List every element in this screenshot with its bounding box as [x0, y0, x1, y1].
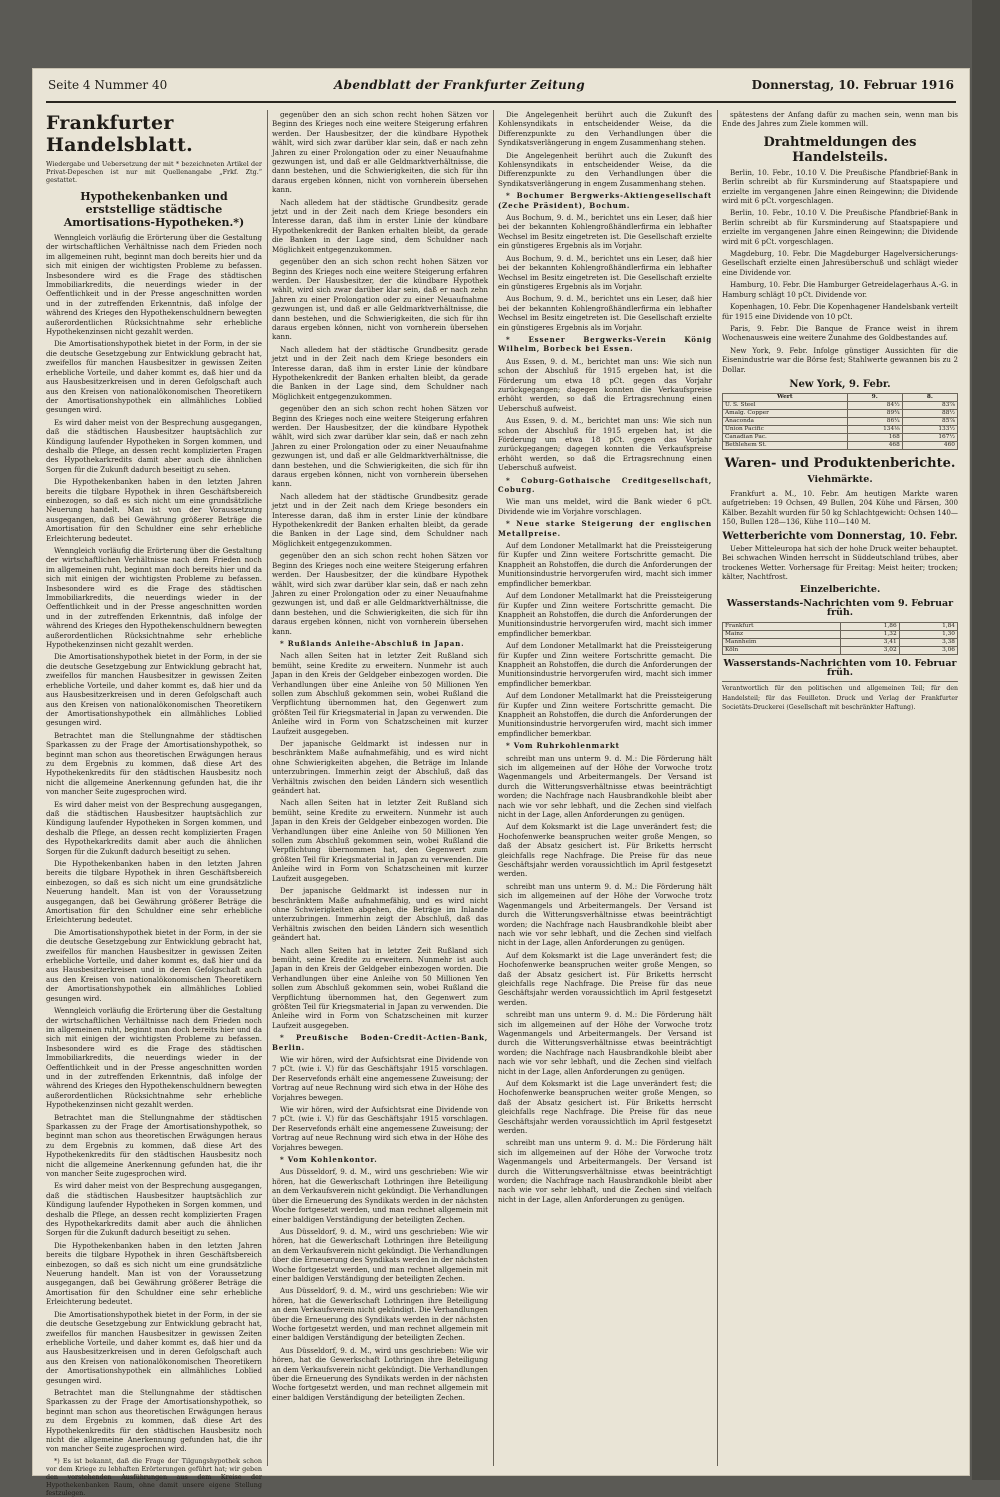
paragraph: Es wird daher meist von der Besprechung ausgegangen, daß die städtischen Hausbesitzer hauptsächlich zur Kündigung laufender Hypotheken in Sorgen kommen, und deshalb die Pflege, an dessen recht komplizierten Fragen des Hypothekarkredits damit aber auch die ähnlichen Sorgen für die Zukunft dadurch beseitigt zu sehen. — [46, 799, 262, 856]
paragraph: Aus Bochum, 9. d. M., berichtet uns ein Leser, daß hier bei der bekannten Kohlengroßhändlerfirma ein lebhafter Wechsel im Besitz eingetreten ist. Die Gesellschaft erzielte ein günstigeres Ergebnis als im Vorjahr. — [498, 294, 712, 332]
column-1 — [46, 110, 262, 1497]
table-cell: 1,30 — [899, 630, 957, 638]
paragraph: Auf dem Londoner Metallmarkt hat die Preissteigerung für Kupfer und Zinn weitere Fortschritte gemacht. Die Knappheit an Rohstoffen, die durch die Anforderungen der Munitionsindustrie hervorgerufen wird, macht sich immer empfindlicher bemerkbar. — [498, 591, 712, 638]
paragraph: gegenüber den an sich schon recht hohen Sätzen vor Beginn des Krieges noch eine weitere Steigerung erfahren werden. Der Hausbesitzer, der die kündbare Hypothek wählt, wird sich zwar darüber klar sein, daß er nach zehn Jahren zu einer Prolongation oder zu einer Neuaufnahme gezwungen ist, und daß er alle Geldmarktverhältnisse, die dann bestehen, und die Schwierigkeiten, die sich für ihn daraus ergeben können, nicht von vornherein übersehen kann. — [272, 257, 488, 342]
stock-table-title: New York, 9. Febr. — [789, 378, 891, 390]
table-cell: Köln — [723, 646, 841, 654]
item-title-ruhrkohlenmarkt: * Vom Ruhrkohlenmarkt — [506, 741, 620, 751]
table-cell: 168 — [847, 434, 902, 442]
table-row — [723, 442, 958, 450]
dispatch-berlin: Berlin, 10. Febr., 10.10 V. Die Preußische Pfandbrief-Bank in Berlin schreibt ab für Kursminderung auf Staatspapiere und erzielte im vergangenen Jahre einen Reingewinn; die Dividende wird mit 6 pCt. vorgeschlagen. — [722, 167, 958, 206]
masthead-rule — [46, 101, 956, 103]
table-cell: 468 — [847, 442, 902, 450]
paragraph: gegenüber den an sich schon recht hohen Sätzen vor Beginn des Krieges noch eine weitere Steigerung erfahren werden. Der Hausbesitzer, der die kündbare Hypothek wählt, wird sich zwar darüber klar sein, daß er nach zehn Jahren zu einer Prolongation oder zu einer Neuaufnahme gezwungen ist, und daß er alle Geldmarktverhältnisse, die dann bestehen, und die Schwierigkeiten, die sich für ihn daraus ergeben können, nicht von vornherein übersehen kann. — [272, 551, 488, 636]
table-cell: Union Pacific — [723, 426, 848, 434]
table-cell: 1,86 — [841, 622, 899, 630]
masthead — [32, 68, 970, 102]
water-level-table — [722, 622, 958, 655]
table-cell: 133½ — [902, 426, 957, 434]
item-title-essener-bergwerks: * Essener Bergwerks-Verein König Wilhelm, Borbeck bei Essen. — [498, 334, 712, 354]
stock-table — [722, 393, 958, 450]
section-title-handelsblatt: Frankfurter Handelsblatt. — [46, 112, 193, 156]
paragraph: Auf dem Koksmarkt ist die Lage unverändert fest; die Hochofenwerke beanspruchen weiter große Mengen, so daß der Absatz gesichert ist. Für Briketts herrscht gleichfalls rege Nachfrage. Die Preise für das neue Geschäftsjahr werden voraussichtlich im April festgesetzt werden. — [498, 950, 712, 1007]
paragraph: Die Amortisationshypothek bietet in der Form, in der sie die deutsche Gesetzgebung zur Entwicklung gebracht hat, zweifellos für manchen Hausbesitzer in gewissen Zeiten erhebliche Vorteile, und daher kommt es, daß hier und da aus Hausbesitzerkreisen und in deren Gefolgschaft auch aus den Kreisen von nationalökonomischen Theoretikern der Amortisationshypothek ein allmähliches Loblied gesungen wird. — [46, 652, 262, 728]
table-row — [723, 410, 958, 418]
paragraph: Wie man uns meldet, wird die Bank wieder 6 pCt. Dividende wie im Vorjahre vorschlagen. — [498, 497, 712, 516]
table-cell: 83⅞ — [902, 402, 957, 410]
item-title-russland-japan: * Rußlands Anleihe-Abschluß in Japan. — [280, 638, 465, 648]
table-cell: Mainz — [723, 630, 841, 638]
paragraph: Wie wir hören, wird der Aufsichtsrat eine Dividende von 7 pCt. (wie i. V.) für das Geschäftsjahr 1915 vorschlagen. Der Reservefonds erhält eine angemessene Zuweisung; der Vortrag auf neue Rechnung wird sich etwa in der Höhe des Vorjahres bewegen. — [272, 1055, 488, 1102]
item-title-metallpreise: * Neue starke Steigerung der englischen Metallpreise. — [498, 519, 712, 538]
table-cell: 86¼ — [847, 418, 902, 426]
paragraph: Betrachtet man die Stellungnahme der städtischen Sparkassen zu der Frage der Amortisationshypothek, so beginnt man schon aus theoretischen Erwägungen heraus zu dem Ergebnis zu kommen, daß diese Art des Hypothekenkredits für den städtischen Hausbesitz noch nicht die allgemeine Anerkennung gefunden hat, die ihr von mancher Seite zugesprochen wird. — [46, 1112, 262, 1178]
dispatch-newyork: New York, 9. Febr. Infolge günstiger Aussichten für die Eisenindustrie war die Börse fest; Stahlwerte gewannen bis zu 2 Dollar. — [722, 345, 958, 374]
table-row — [723, 622, 958, 630]
dispatch-kopenhagen: Kopenhagen, 10. Febr. Die Kopenhagener Handelsbank verteilt für 1915 eine Dividende von 10 pCt. — [722, 302, 958, 321]
table-cell: Amalg. Copper — [723, 410, 848, 418]
paragraph: Wie wir hören, wird der Aufsichtsrat eine Dividende von 7 pCt. (wie i. V.) für das Geschäftsjahr 1915 vorschlagen. Der Reservefonds erhält eine angemessene Zuweisung; der Vortrag auf neue Rechnung wird sich etwa in der Höhe des Vorjahres bewegen. — [272, 1105, 488, 1152]
paragraph: Nach alledem hat der städtische Grundbesitz gerade jetzt und in der Zeit nach dem Kriege besonders ein Interesse daran, daß ihm in erster Linie der kündbare Hypothekenkredit der Banken erhalten bleibt, da gerade die Banken in der Lage sind, dem Schuldner nach Möglichkeit entgegenzukommen. — [272, 344, 488, 401]
scan-margin-top — [0, 0, 1000, 68]
table-cell: 3,06 — [899, 646, 957, 654]
paragraph: spätestens der Anfang dafür zu machen sein, wenn man bis Ende des Jahres zum Ziele kommen will. — [722, 110, 958, 129]
item-title-preussische-boden-credit: * Preußische Boden-Credit-Actien-Bank, Berlin. — [272, 1033, 488, 1052]
paragraph: Auf dem Koksmarkt ist die Lage unverändert fest; die Hochofenwerke beanspruchen weiter große Mengen, so daß der Absatz gesichert ist. Für Briketts herrscht gleichfalls rege Nachfrage. Die Preise für das neue Geschäftsjahr werden voraussichtlich im April festgesetzt werden. — [498, 822, 712, 879]
table-cell: 89¾ — [847, 410, 902, 418]
paragraph: schreibt man uns unterm 9. d. M.: Die Förderung hält sich im allgemeinen auf der Höhe der Vorwoche trotz Wagenmangels und Arbeitermangels. Der Versand ist durch die Witterungsverhältnisse etwas beeinträchtigt worden; die Nachfrage nach Hausbrandkohle bleibt aber nach wie vor sehr lebhaft, und die Zechen sind vielfach nicht in der Lage, allen Anforderungen zu genügen. — [498, 881, 712, 948]
dispatch-hamburg: Hamburg, 10. Febr. Die Hamburger Getreidelagerhaus A.-G. in Hamburg schlägt 10 pCt. Dividende vor. — [722, 280, 958, 299]
table-header: 8. — [902, 394, 957, 402]
paragraph: Auf dem Koksmarkt ist die Lage unverändert fest; die Hochofenwerke beanspruchen weiter große Mengen, so daß der Absatz gesichert ist. Für Briketts herrscht gleichfalls rege Nachfrage. Die Preise für das neue Geschäftsjahr werden voraussichtlich im April festgesetzt werden. — [498, 1079, 712, 1136]
paragraph: Die Hypothekenbanken haben in den letzten Jahren bereits die tilgbare Hypothek in ihren Geschäftsbereich einbezogen, so daß es sich nicht um eine grundsätzliche Neuerung handelt. Man ist von der Voraussetzung ausgegangen, daß bei Gewährung größerer Beträge die Amortisation für den Schuldner eine sehr erhebliche Erleichterung bedeutet. — [46, 477, 262, 543]
table-cell: 1,84 — [899, 622, 957, 630]
table-cell: 85⅞ — [902, 418, 957, 426]
imprint: Verantwortlich für den politischen und allgemeinen Teil; für den Handelsteil; für das Feuilleton. Druck und Verlag der Frankfurter Societäts-Druckerei (Gesellschaft mit beschränkter Haftung). — [722, 681, 958, 712]
table-cell: Bethlehem St. — [723, 442, 848, 450]
paragraph: Wenngleich vorläufig die Erörterung über die Gestaltung der wirtschaftlichen Verhältnisse nach dem Frieden noch im allgemeinen ruht, beginnt man doch bereits hier und da sich mit einigen der wichtigsten Probleme zu befassen. Insbesondere wird es die Frage des städtischen Immobiliarkredits, die neuerdings wieder in der Oeffentlichkeit und in der Presse angeschnitten worden und in der zutreffenden Erkenntnis, daß infolge der während des Krieges den Hypothekenschuldnern bewegten außerordentlichen Rücksichtnahme sehr erhebliche Hypothekenzinsen nicht gezahlt werden. — [46, 233, 262, 337]
article-title: Hypothekenbanken und erststellige städtische Amortisations-Hypotheken.*) — [63, 190, 245, 229]
table-header: 9. — [847, 394, 902, 402]
table-row — [723, 638, 958, 646]
paragraph: Die Amortisationshypothek bietet in der Form, in der sie die deutsche Gesetzgebung zur Entwicklung gebracht hat, zweifellos für manchen Hausbesitzer in gewissen Zeiten erhebliche Vorteile, und daher kommt es, daß hier und da aus Hausbesitzerkreisen und in deren Gefolgschaft auch aus den Kreisen von nationalökonomischen Theoretikern der Amortisationshypothek ein allmähliches Loblied gesungen wird. — [46, 339, 262, 415]
dispatch-magdeburg: Magdeburg, 10. Febr. Die Magdeburger Hagelversicherungs-Gesellschaft erzielte einen Jahresüberschuß und schlägt wieder eine Dividende vor. — [722, 249, 958, 277]
paragraph: Nach allen Seiten hat in letzter Zeit Rußland sich bemüht, seine Kredite zu erweitern. Nunmehr ist auch Japan in den Kreis der Geldgeber einbezogen worden. Die Verhandlungen über eine Anleihe von 50 Millionen Yen sollen zum Abschluß gekommen sein, wobei Rußland die Verpflichtung übernommen hat, den Gegenwert zum größten Teil für Kriegsmaterial in Japan zu verwenden. Die Anleihe wird in Form von Schatzscheinen mit kurzer Laufzeit ausgegeben. — [272, 651, 488, 736]
item-title-kohlenkontor: * Vom Kohlenkontor. — [280, 1155, 378, 1165]
newspaper-title: Abendblatt der Frankfurter Zeitung — [334, 78, 585, 92]
paragraph: Auf dem Londoner Metallmarkt hat die Preissteigerung für Kupfer und Zinn weitere Fortschritte gemacht. Die Knappheit an Rohstoffen, die durch die Anforderungen der Munitionsindustrie hervorgerufen wird, macht sich immer empfindlicher bemerkbar. — [498, 641, 712, 688]
column-rule — [493, 110, 494, 1466]
column-4 — [722, 110, 958, 1466]
paragraph: Aus Düsseldorf, 9. d. M., wird uns geschrieben: Wie wir hören, hat die Gewerkschaft Lothringen ihre Beteiligung an dem Verkaufsverein nicht gekündigt. Die Verhandlungen über die Erneuerung des Syndikats werden in der nächsten Woche fortgesetzt werden, und man rechnet allgemein mit einer baldigen Verständigung der beteiligten Zechen. — [272, 1167, 488, 1224]
water-level-title-2: Wasserstands-Nachrichten vom 10. Februar früh. — [723, 657, 957, 679]
weather-title: Wetterberichte vom Donnerstag, 10. Febr. — [722, 531, 958, 543]
paragraph: gegenüber den an sich schon recht hohen Sätzen vor Beginn des Krieges noch eine weitere Steigerung erfahren werden. Der Hausbesitzer, der die kündbare Hypothek wählt, wird sich zwar darüber klar sein, daß er nach zehn Jahren zu einer Prolongation oder zu einer Neuaufnahme gezwungen ist, und daß er alle Geldmarktverhältnisse, die dann bestehen, und die Schwierigkeiten, die sich für ihn daraus ergeben können, nicht von vornherein übersehen kann. — [272, 404, 488, 489]
table-cell: 167½ — [902, 434, 957, 442]
table-cell: 3,38 — [899, 638, 957, 646]
column-3 — [498, 110, 712, 1466]
paragraph: Wenngleich vorläufig die Erörterung über die Gestaltung der wirtschaftlichen Verhältnisse nach dem Frieden noch im allgemeinen ruht, beginnt man doch bereits hier und da sich mit einigen der wichtigsten Probleme zu befassen. Insbesondere wird es die Frage des städtischen Immobiliarkredits, die neuerdings wieder in der Oeffentlichkeit und in der Presse angeschnitten worden und in der zutreffenden Erkenntnis, daß infolge der während des Krieges den Hypothekenschuldnern bewegten außerordentlichen Rücksichtnahme sehr erhebliche Hypothekenzinsen nicht gezahlt werden. — [46, 546, 262, 650]
table-row — [723, 434, 958, 442]
table-cell: Canadian Pac. — [723, 434, 848, 442]
table-cell: 460 — [902, 442, 957, 450]
paragraph: Der japanische Geldmarkt ist indessen nur in beschränktem Maße aufnahmefähig, und es wird nicht ohne Schwierigkeiten abgehen, die Beträge im Inlande unterzubringen. Immerhin zeigt der Abschluß, daß das Verhältnis zwischen den beiden Ländern sich wesentlich geändert hat. — [272, 886, 488, 943]
paragraph: Die Angelegenheit berührt auch die Zukunft des Kohlensyndikats in entscheidender Weise, da die Differenzpunkte zu den Verhandlungen über die Syndikatsverlängerung in engem Zusammenhang stehen. — [498, 110, 712, 148]
paragraph: Aus Essen, 9. d. M., berichtet man uns: Wie sich nun schon der Abschluß für 1915 ergeben hat, ist die Förderung um etwa 18 pCt. gegen das Vorjahr zurückgegangen; dagegen konnten die Verkaufspreise erhöht werden, so daß die Ertragsrechnung einen Ueberschuß aufweist. — [498, 356, 712, 413]
copyright-note: Wiedergabe und Uebersetzung der mit * bezeichneten Artikel der Privat-Depeschen ist nur mit Quellenangabe „Frkf. Ztg.“ gestattet. — [46, 160, 262, 184]
table-cell: U. S. Steel — [723, 402, 848, 410]
paragraph: Nach alledem hat der städtische Grundbesitz gerade jetzt und in der Zeit nach dem Kriege besonders ein Interesse daran, daß ihm in erster Linie der kündbare Hypothekenkredit der Banken erhalten bleibt, da gerade die Banken in der Lage sind, dem Schuldner nach Möglichkeit entgegenzukommen. — [272, 197, 488, 254]
table-cell: 84½ — [847, 402, 902, 410]
page-label: Seite 4 Nummer 40 — [48, 78, 168, 92]
paragraph: Es wird daher meist von der Besprechung ausgegangen, daß die städtischen Hausbesitzer hauptsächlich zur Kündigung laufender Hypotheken in Sorgen kommen, und deshalb die Pflege, an dessen recht komplizierten Fragen des Hypothekarkredits damit aber auch die ähnlichen Sorgen für die Zukunft dadurch beseitigt zu sehen. — [46, 1181, 262, 1238]
paragraph: Aus Düsseldorf, 9. d. M., wird uns geschrieben: Wie wir hören, hat die Gewerkschaft Lothringen ihre Beteiligung an dem Verkaufsverein nicht gekündigt. Die Verhandlungen über die Erneuerung des Syndikats werden in der nächsten Woche fortgesetzt werden, und man rechnet allgemein mit einer baldigen Verständigung der beteiligten Zechen. — [272, 1345, 488, 1402]
column-rule — [267, 110, 268, 1466]
table-header: Wert — [723, 394, 848, 402]
paragraph: Die Hypothekenbanken haben in den letzten Jahren bereits die tilgbare Hypothek in ihren Geschäftsbereich einbezogen, so daß es sich nicht um eine grundsätzliche Neuerung handelt. Man ist von der Voraussetzung ausgegangen, daß bei Gewährung größerer Beträge die Amortisation für den Schuldner eine sehr erhebliche Erleichterung bedeutet. — [46, 1240, 262, 1307]
table-cell: Mannheim — [723, 638, 841, 646]
paragraph: Nach allen Seiten hat in letzter Zeit Rußland sich bemüht, seine Kredite zu erweitern. Nunmehr ist auch Japan in den Kreis der Geldgeber einbezogen worden. Die Verhandlungen über eine Anleihe von 50 Millionen Yen sollen zum Abschluß gekommen sein, wobei Rußland die Verpflichtung übernommen hat, den Gegenwert zum größten Teil für Kriegsmaterial in Japan zu verwenden. Die Anleihe wird in Form von Schatzscheinen mit kurzer Laufzeit ausgegeben. — [272, 798, 488, 883]
paragraph: Aus Bochum, 9. d. M., berichtet uns ein Leser, daß hier bei der bekannten Kohlengroßhändlerfirma ein lebhafter Wechsel im Besitz eingetreten ist. Die Gesellschaft erzielte ein günstigeres Ergebnis als im Vorjahr. — [498, 253, 712, 291]
paragraph: Es wird daher meist von der Besprechung ausgegangen, daß die städtischen Hausbesitzer hauptsächlich zur Kündigung laufender Hypotheken in Sorgen kommen, und deshalb die Pflege, an dessen recht komplizierten Fragen des Hypothekarkredits damit aber auch die ähnlichen Sorgen für die Zukunft dadurch beseitigt zu sehen. — [46, 417, 262, 474]
paragraph: Betrachtet man die Stellungnahme der städtischen Sparkassen zu der Frage der Amortisationshypothek, so beginnt man schon aus theoretischen Erwägungen heraus zu dem Ergebnis zu kommen, daß diese Art des Hypothekenkredits für den städtischen Hausbesitz noch nicht die allgemeine Anerkennung gefunden hat, die ihr von mancher Seite zugesprochen wird. — [46, 730, 262, 797]
column-2 — [272, 110, 488, 1466]
table-cell: 3,41 — [841, 638, 899, 646]
paragraph: Auf dem Londoner Metallmarkt hat die Preissteigerung für Kupfer und Zinn weitere Fortschritte gemacht. Die Knappheit an Rohstoffen, die durch die Anforderungen der Munitionsindustrie hervorgerufen wird, macht sich immer empfindlicher bemerkbar. — [498, 691, 712, 738]
paragraph: Ueber Mitteleuropa hat sich der hohe Druck weiter behauptet. Bei schwachen Winden herrscht in Süddeutschland trübes, aber trockenes Wetter. Vorhersage für Freitag: Meist heiter; trocken; kälter, Nachtfrost. — [722, 543, 958, 581]
paragraph: Aus Bochum, 9. d. M., berichtet uns ein Leser, daß hier bei der bekannten Kohlengroßhändlerfirma ein lebhafter Wechsel im Besitz eingetreten ist. Die Gesellschaft erzielte ein günstigeres Ergebnis als im Vorjahr. — [498, 213, 712, 251]
column-rule — [717, 110, 718, 1466]
table-row — [723, 418, 958, 426]
scan-margin-right — [972, 0, 1000, 1480]
paragraph: Nach alledem hat der städtische Grundbesitz gerade jetzt und in der Zeit nach dem Kriege besonders ein Interesse daran, daß ihm in erster Linie der kündbare Hypothekenkredit der Banken erhalten bleibt, da gerade die Banken in der Lage sind, dem Schuldner nach Möglichkeit entgegenzukommen. — [272, 491, 488, 548]
table-cell: 88½ — [902, 410, 957, 418]
table-row — [723, 426, 958, 434]
paragraph: Die Amortisationshypothek bietet in der Form, in der sie die deutsche Gesetzgebung zur Entwicklung gebracht hat, zweifellos für manchen Hausbesitzer in gewissen Zeiten erhebliche Vorteile, und daher kommt es, daß hier und da aus Hausbesitzerkreisen und in deren Gefolgschaft auch aus den Kreisen von nationalökonomischen Theoretikern der Amortisationshypothek ein allmähliches Loblied gesungen wird. — [46, 1309, 262, 1385]
table-cell: 134⅛ — [847, 426, 902, 434]
paragraph: schreibt man uns unterm 9. d. M.: Die Förderung hält sich im allgemeinen auf der Höhe der Vorwoche trotz Wagenmangels und Arbeitermangels. Der Versand ist durch die Witterungsverhältnisse etwas beeinträchtigt worden; die Nachfrage nach Hausbrandkohle bleibt aber nach wie vor sehr lebhaft, und die Zechen sind vielfach nicht in der Lage, allen Anforderungen zu genügen. — [498, 753, 712, 820]
table-cell: Frankfurt — [723, 622, 841, 630]
section-title-drahtmeldungen: Drahtmeldungen des Handelsteils. — [763, 134, 917, 165]
item-title-bochumer-bergwerks: * Bochumer Bergwerks-Aktiengesellschaft (Zeche Präsident), Bochum. — [498, 191, 712, 210]
paragraph: schreibt man uns unterm 9. d. M.: Die Förderung hält sich im allgemeinen auf der Höhe der Vorwoche trotz Wagenmangels und Arbeitermangels. Der Versand ist durch die Witterungsverhältnisse etwas beeinträchtigt worden; die Nachfrage nach Hausbrandkohle bleibt aber nach wie vor sehr lebhaft, und die Zechen sind vielfach nicht in der Lage, allen Anforderungen zu genügen. — [498, 1138, 712, 1204]
paragraph: Die Hypothekenbanken haben in den letzten Jahren bereits die tilgbare Hypothek in ihren Geschäftsbereich einbezogen, so daß es sich nicht um eine grundsätzliche Neuerung handelt. Man ist von der Voraussetzung ausgegangen, daß bei Gewährung größerer Beträge die Amortisation für den Schuldner eine sehr erhebliche Erleichterung bedeutet. — [46, 859, 262, 925]
paragraph: Aus Düsseldorf, 9. d. M., wird uns geschrieben: Wie wir hören, hat die Gewerkschaft Lothringen ihre Beteiligung an dem Verkaufsverein nicht gekündigt. Die Verhandlungen über die Erneuerung des Syndikats werden in der nächsten Woche fortgesetzt werden, und man rechnet allgemein mit einer baldigen Verständigung der beteiligten Zechen. — [272, 1286, 488, 1343]
dispatch-berlin: Berlin, 10. Febr., 10.10 V. Die Preußische Pfandbrief-Bank in Berlin schreibt ab für Kursminderung auf Staatspapiere und erzielte im vergangenen Jahre einen Reingewinn; die Dividende wird mit 6 pCt. vorgeschlagen. — [722, 208, 958, 246]
footnote: *) Es ist bekannt, daß die Frage der Tilgungshypothek schon vor dem Kriege zu lebhaften Erörterungen geführt hat; wir geben den vorstehenden Ausführungen aus dem Kreise der Hypothekenbanken Raum, ohne damit unsere eigene Stellung festzulegen. — [46, 1456, 262, 1497]
paragraph: Die Angelegenheit berührt auch die Zukunft des Kohlensyndikats in entscheidender Weise, da die Differenzpunkte zu den Verhandlungen über die Syndikatsverlängerung in engem Zusammenhang stehen. — [498, 150, 712, 188]
dispatch-paris: Paris, 9. Febr. Die Banque de France weist in ihrem Wochenausweis eine weitere Zunahme des Goldbestandes auf. — [722, 323, 958, 343]
newspaper-page — [32, 68, 970, 1497]
paragraph: gegenüber den an sich schon recht hohen Sätzen vor Beginn des Krieges noch eine weitere Steigerung erfahren werden. Der Hausbesitzer, der die kündbare Hypothek wählt, wird sich zwar darüber klar sein, daß er nach zehn Jahren zu einer Prolongation oder zu einer Neuaufnahme gezwungen ist, und daß er alle Geldmarktverhältnisse, die dann bestehen, und die Schwierigkeiten, die sich für ihn daraus ergeben können, nicht von vornherein übersehen kann. — [272, 110, 488, 195]
paragraph: Betrachtet man die Stellungnahme der städtischen Sparkassen zu der Frage der Amortisationshypothek, so beginnt man schon aus theoretischen Erwägungen heraus zu dem Ergebnis zu kommen, daß diese Art des Hypothekenkredits für den städtischen Hausbesitz noch nicht die allgemeine Anerkennung gefunden hat, die ihr von mancher Seite zugesprochen wird. — [46, 1387, 262, 1454]
paragraph: Frankfurt a. M., 10. Febr. Am heutigen Markte waren aufgetrieben: 19 Ochsen, 49 Bullen, 204 Kühe und Färsen, 300 Kälber. Bezahlt wurden für 50 kg Schlachtgewicht: Ochsen 140—150, Bullen 128—136, Kühe 110—140 M. — [722, 488, 958, 526]
subsection-title-viehmaerkte: Viehmärkte. — [807, 474, 873, 486]
water-level-title-1: Wasserstands-Nachrichten vom 9. Februar früh. — [726, 597, 954, 619]
paragraph: Aus Essen, 9. d. M., berichtet man uns: Wie sich nun schon der Abschluß für 1915 ergeben hat, ist die Förderung um etwa 18 pCt. gegen das Vorjahr zurückgegangen; dagegen konnten die Verkaufspreise erhöht werden, so daß die Ertragsrechnung einen Ueberschuß aufweist. — [498, 416, 712, 473]
paragraph: schreibt man uns unterm 9. d. M.: Die Förderung hält sich im allgemeinen auf der Höhe der Vorwoche trotz Wagenmangels und Arbeitermangels. Der Versand ist durch die Witterungsverhältnisse etwas beeinträchtigt worden; die Nachfrage nach Hausbrandkohle bleibt aber nach wie vor sehr lebhaft, und die Zechen sind vielfach nicht in der Lage, allen Anforderungen zu genügen. — [498, 1010, 712, 1076]
table-cell: 3,02 — [841, 646, 899, 654]
table-cell: 1,32 — [841, 630, 899, 638]
paragraph: Auf dem Londoner Metallmarkt hat die Preissteigerung für Kupfer und Zinn weitere Fortschritte gemacht. Die Knappheit an Rohstoffen, die durch die Anforderungen der Munitionsindustrie hervorgerufen wird, macht sich immer empfindlicher bemerkbar. — [498, 541, 712, 588]
section-title-warenberichte: Waren- und Produktenberichte. — [724, 456, 956, 472]
item-title-coburg-gothaische: * Coburg-Gothaische Creditgesellschaft, Coburg. — [498, 475, 712, 495]
table-row — [723, 630, 958, 638]
issue-date: Donnerstag, 10. Februar 1916 — [751, 78, 954, 92]
paragraph: Die Amortisationshypothek bietet in der Form, in der sie die deutsche Gesetzgebung zur Entwicklung gebracht hat, zweifellos für manchen Hausbesitzer in gewissen Zeiten erhebliche Vorteile, und daher kommt es, daß hier und da aus Hausbesitzerkreisen und in deren Gefolgschaft auch aus den Kreisen von nationalökonomischen Theoretikern der Amortisationshypothek ein allmähliches Loblied gesungen wird. — [46, 927, 262, 1003]
paragraph: Nach allen Seiten hat in letzter Zeit Rußland sich bemüht, seine Kredite zu erweitern. Nunmehr ist auch Japan in den Kreis der Geldgeber einbezogen worden. Die Verhandlungen über eine Anleihe von 50 Millionen Yen sollen zum Abschluß gekommen sein, wobei Rußland die Verpflichtung übernommen hat, den Gegenwert zum größten Teil für Kriegsmaterial in Japan zu verwenden. Die Anleihe wird in Form von Schatzscheinen mit kurzer Laufzeit ausgegeben. — [272, 945, 488, 1030]
paragraph: Wenngleich vorläufig die Erörterung über die Gestaltung der wirtschaftlichen Verhältnisse nach dem Frieden noch im allgemeinen ruht, beginnt man doch bereits hier und da sich mit einigen der wichtigsten Probleme zu befassen. Insbesondere wird es die Frage des städtischen Immobiliarkredits, die neuerdings wieder in der Oeffentlichkeit und in der Presse angeschnitten worden und in der zutreffenden Erkenntnis, daß infolge der während des Krieges den Hypothekenschuldnern bewegten außerordentlichen Rücksichtnahme sehr erhebliche Hypothekenzinsen nicht gezahlt werden. — [46, 1006, 262, 1110]
subsection-title-einzelberichte: Einzelberichte. — [799, 584, 881, 596]
paragraph: Aus Düsseldorf, 9. d. M., wird uns geschrieben: Wie wir hören, hat die Gewerkschaft Lothringen ihre Beteiligung an dem Verkaufsverein nicht gekündigt. Die Verhandlungen über die Erneuerung des Syndikats werden in der nächsten Woche fortgesetzt werden, und man rechnet allgemein mit einer baldigen Verständigung der beteiligten Zechen. — [272, 1226, 488, 1283]
table-row — [723, 646, 958, 654]
paragraph: Der japanische Geldmarkt ist indessen nur in beschränktem Maße aufnahmefähig, und es wird nicht ohne Schwierigkeiten abgehen, die Beträge im Inlande unterzubringen. Immerhin zeigt der Abschluß, daß das Verhältnis zwischen den beiden Ländern sich wesentlich geändert hat. — [272, 739, 488, 796]
table-row — [723, 402, 958, 410]
table-cell: Anaconda — [723, 418, 848, 426]
